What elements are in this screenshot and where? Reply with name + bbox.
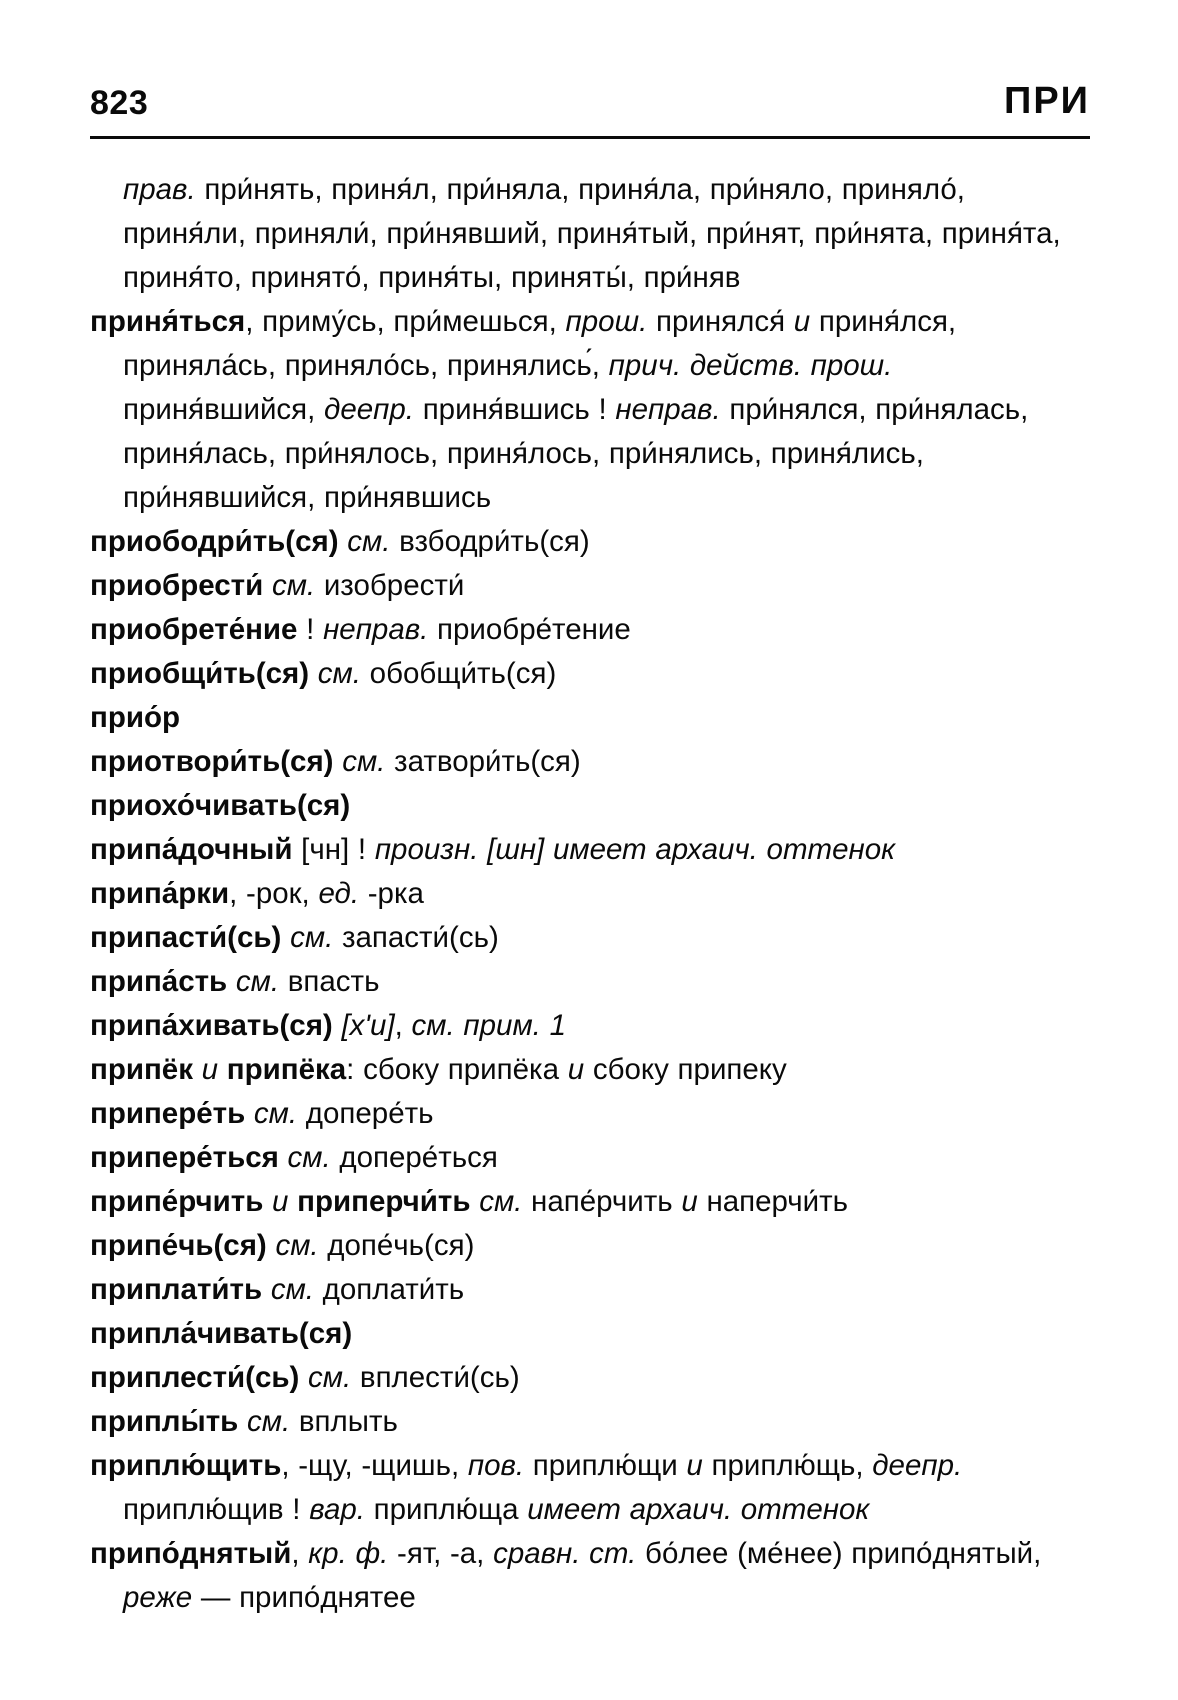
gloss-text: [193, 1053, 202, 1086]
headword: припе́рчить: [90, 1185, 264, 1218]
gloss-text: ,: [291, 1537, 309, 1570]
entry-priparki: [90, 872, 1092, 916]
headword: припа́дочный: [90, 833, 293, 866]
gloss-italic: см.: [275, 1229, 319, 1262]
entry-priotvorit: [90, 740, 1092, 784]
gloss-italic: см. прим. 1: [411, 1009, 566, 1042]
gloss-text: вплыть: [290, 1405, 398, 1438]
entry-priobretenie: [90, 608, 1092, 652]
gloss-italic: произн.: [374, 833, 479, 866]
gloss-text: бо́лее (ме́нее) припо́днятый,: [636, 1537, 1042, 1570]
gloss-text: [299, 1361, 308, 1394]
entry-priplyushchit: [90, 1444, 1092, 1532]
entry-priokhochivat: [90, 784, 1092, 828]
gloss-italic: сравн. ст.: [493, 1537, 637, 1570]
headword: припёка: [226, 1053, 347, 1086]
headword: приотвори́ть(ся): [90, 745, 334, 778]
gloss-italic: [шн] имеет архаич. оттенок: [487, 833, 896, 866]
gloss-text: — припо́днятее: [192, 1581, 416, 1614]
gloss-text: доплати́ть: [313, 1273, 465, 1306]
gloss-text: [281, 921, 290, 954]
gloss-text: приобре́тение: [428, 613, 631, 646]
headword: приплести́(сь): [90, 1361, 300, 1394]
gloss-italic: пов.: [467, 1449, 525, 1482]
headword: припа́сть: [90, 965, 228, 998]
gloss-text: [чн] !: [292, 833, 375, 866]
gloss-text: [339, 525, 348, 558]
gloss-italic: деепр.: [872, 1449, 963, 1482]
header-rule: [90, 136, 1090, 139]
gloss-italic: и: [793, 305, 811, 338]
conjunction-i: и: [201, 1053, 219, 1086]
gloss-italic: и: [567, 1053, 585, 1086]
gloss-text: : сбоку припёка: [346, 1053, 568, 1086]
gloss-italic: см.: [308, 1361, 352, 1394]
gloss-italic: см.: [342, 745, 386, 778]
entry-priplesti: [90, 1356, 1092, 1400]
headword: приобрести́: [90, 569, 264, 602]
gloss-text: затвори́ть(ся): [385, 745, 581, 778]
gloss-text: запасти́(сь): [333, 921, 499, 954]
headword: приободри́ть(ся): [90, 525, 339, 558]
gloss-italic: см.: [287, 1141, 331, 1174]
gloss-italic: и: [681, 1185, 698, 1218]
guide-word: ПРИ: [1004, 80, 1090, 122]
gloss-text: [263, 1185, 272, 1218]
headword: припере́ться: [90, 1141, 279, 1174]
headword: приперчи́ть: [297, 1185, 471, 1218]
entry-pripyok: [90, 1048, 1092, 1092]
entry-pripasti: [90, 916, 1092, 960]
gloss-text: [245, 1097, 254, 1130]
gloss-italic: реже: [123, 1581, 193, 1614]
gloss-text: изобрести́: [315, 569, 465, 602]
gloss-italic: кр. ф.: [308, 1537, 389, 1570]
running-head: [90, 68, 1090, 120]
entry-pripakhivat: [90, 1004, 1092, 1048]
gloss-text: напе́рчить: [522, 1185, 682, 1218]
page-number: 823: [90, 84, 149, 122]
gloss-text: взбодри́ть(ся): [390, 525, 590, 558]
gloss-text: [263, 569, 272, 602]
gloss-italic: имеет архаич. оттенок: [527, 1493, 870, 1526]
gloss-text: [333, 745, 342, 778]
gloss-text: впасть: [279, 965, 380, 998]
entry-priobresti: [90, 564, 1092, 608]
gloss-text: приплю́ща: [364, 1493, 528, 1526]
gloss-text: приплю́щь,: [702, 1449, 873, 1482]
headword: припасти́(сь): [90, 921, 282, 954]
gloss-text: допе́чь(ся): [318, 1229, 475, 1262]
gloss-text: , -щу, -щишь,: [281, 1449, 468, 1482]
gloss-italic: прош.: [565, 305, 648, 338]
gloss-italic: см.: [479, 1185, 523, 1218]
headword: припере́ть: [90, 1097, 246, 1130]
entry-priobshchit: [90, 652, 1092, 696]
gloss-italic: прав.: [123, 173, 196, 206]
gloss-italic: ед.: [318, 877, 360, 910]
gloss-text: приня́вшийся,: [123, 393, 325, 426]
gloss-italic: неправ.: [323, 613, 429, 646]
headword: припёк: [90, 1053, 193, 1086]
gloss-italic: прич. действ. прош.: [608, 349, 893, 382]
headword: приплы́ть: [90, 1405, 239, 1438]
headword: приня́ться: [90, 305, 246, 338]
conjunction-i: и: [272, 1185, 289, 1218]
gloss-italic: см.: [247, 1405, 291, 1438]
gloss-italic: и: [686, 1449, 703, 1482]
headword: приобщи́ть(ся): [90, 657, 310, 690]
gloss-text: [470, 1185, 479, 1218]
entry-priperet: [90, 1092, 1092, 1136]
headword: приплати́ть: [90, 1273, 263, 1306]
gloss-text: принялся́: [647, 305, 794, 338]
gloss-italic: вар.: [309, 1493, 365, 1526]
headword: приплю́щить: [90, 1449, 282, 1482]
gloss-text: -ят, -а,: [388, 1537, 494, 1570]
gloss-italic: деепр.: [324, 393, 415, 426]
gloss-text: обобщи́ть(ся): [360, 657, 557, 690]
entry-list: [90, 168, 1092, 1620]
gloss-italic: см.: [253, 1097, 298, 1130]
entry-priplatit: [90, 1268, 1092, 1312]
entry-priobodrit: [90, 520, 1092, 564]
gloss-text: [238, 1405, 247, 1438]
headword: приохо́чивать(ся): [90, 789, 351, 822]
gloss-text: [288, 1185, 297, 1218]
gloss-text: [227, 965, 236, 998]
gloss-italic: см.: [235, 965, 280, 998]
gloss-text: при́нялся, при́нялась, приня́лась, при́нялось, приня́лось, при́нялись, приня́лись, при́нявшийся, при́нявшись: [123, 393, 1029, 514]
entry-pripadochny: [90, 828, 1092, 872]
entry-pripast: [90, 960, 1092, 1004]
headword: прио́р: [90, 701, 181, 734]
gloss-text: наперчи́ть: [697, 1185, 849, 1218]
headword: припе́чь(ся): [90, 1229, 267, 1262]
headword: припа́рки: [90, 877, 230, 910]
gloss-text: -рка: [359, 877, 424, 910]
gloss-text: приплю́щи: [524, 1449, 687, 1482]
gloss-text: [309, 657, 318, 690]
gloss-text: ,: [394, 1009, 412, 1042]
headword: припо́днятый: [90, 1537, 292, 1570]
gloss-text: !: [297, 613, 324, 646]
gloss-italic: см.: [347, 525, 391, 558]
entry-pripodnyaty: [90, 1532, 1092, 1620]
entry-priplachivat: [90, 1312, 1092, 1356]
entry-prinyat-continuation: [90, 168, 1092, 300]
gloss-text: допере́ться: [330, 1141, 498, 1174]
gloss-text: приня́лся, приняла́сь, приняло́сь, принялись́,: [123, 305, 957, 382]
gloss-italic: см.: [290, 921, 334, 954]
entry-priplyt: [90, 1400, 1092, 1444]
gloss-italic: см.: [271, 569, 316, 602]
headword: припла́чивать(ся): [90, 1317, 353, 1350]
headword: приобрете́ние: [90, 613, 298, 646]
gloss-italic: см.: [317, 657, 361, 690]
entry-priperchit: [90, 1180, 1092, 1224]
entry-prinyatsya: [90, 300, 1092, 520]
entry-prior: [90, 696, 1092, 740]
gloss-italic: неправ.: [615, 393, 721, 426]
gloss-italic: [xʹи]: [341, 1009, 395, 1042]
gloss-text: приня́вшись !: [414, 393, 616, 426]
gloss-italic: см.: [270, 1273, 314, 1306]
gloss-text: [218, 1053, 227, 1086]
gloss-text: , приму́сь, при́мешься,: [245, 305, 566, 338]
entry-pripech: [90, 1224, 1092, 1268]
gloss-text: , -рок,: [229, 877, 319, 910]
gloss-text: [262, 1273, 271, 1306]
gloss-text: [279, 1141, 288, 1174]
gloss-text: приплю́щив !: [123, 1493, 310, 1526]
gloss-text: сбоку припеку: [584, 1053, 787, 1086]
gloss-text: при́нять, приня́л, при́няла, приня́ла, при́няло, приняло́, приня́ли, приняли́, при́нявший, приня́тый, при́нят, при́нята, приня́та, приня́то, принято́, приня́ты, приняты́, при́няв: [123, 173, 1061, 294]
gloss-text: допере́ть: [297, 1097, 434, 1130]
gloss-text: вплести́(сь): [351, 1361, 520, 1394]
gloss-text: [478, 833, 487, 866]
headword: припа́хивать(ся): [90, 1009, 333, 1042]
entry-pripereca: [90, 1136, 1092, 1180]
